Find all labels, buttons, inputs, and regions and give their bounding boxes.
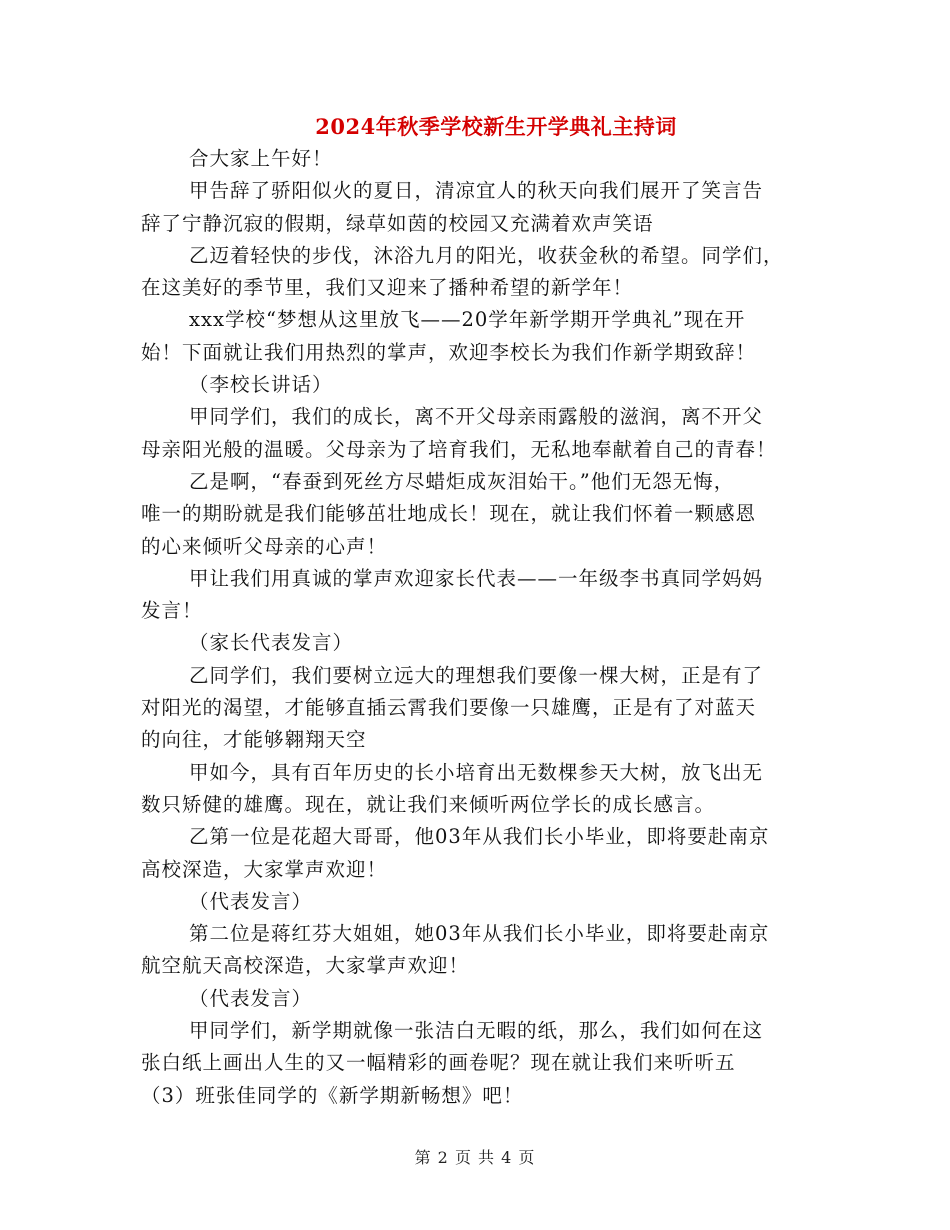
paragraph-line: 发言！: [141, 599, 203, 623]
paragraph-line: 张白纸上画出人生的又一幅精彩的画卷呢？现在就让我们来听听五: [141, 1051, 736, 1075]
paragraph-line: （3）班张佳同学的《新学期新畅想》吧！: [141, 1083, 524, 1107]
paragraph-line: 合大家上午好！: [189, 147, 333, 170]
paragraph-line: （李校长讲话）: [189, 373, 333, 397]
paragraph-line: 甲同学们，我们的成长，离不开父母亲雨露般的滋润，离不开父: [189, 405, 764, 429]
paragraph-line: 高校深造，大家掌声欢迎！: [141, 857, 388, 881]
paragraph-line: 甲如今，具有百年历史的长小培育出无数棵参天大树，放飞出无: [189, 760, 764, 784]
paragraph-line: 始！下面就让我们用热烈的掌声，欢迎李校长为我们作新学期致辞！: [141, 340, 757, 364]
paragraph-line: 数只矫健的雄鹰。现在，就让我们来倾听两位学长的成长感言。: [141, 792, 716, 816]
paragraph-line: 唯一的期盼就是我们能够茁壮地成长！现在，就让我们怀着一颗感恩: [141, 502, 757, 526]
paragraph-line: 辞了宁静沉寂的假期，绿草如茵的校园又充满着欢声笑语: [141, 211, 654, 235]
paragraph-line: 甲告辞了骄阳似火的夏日，清凉宜人的秋天向我们展开了笑言告: [189, 179, 764, 203]
page-number-footer: 第 2 页 共 4 页: [414, 1148, 536, 1167]
paragraph-line: 在这美好的季节里，我们又迎来了播种希望的新学年！: [141, 276, 634, 300]
paragraph-line: 乙是啊，“春蚕到死丝方尽蜡炬成灰泪始干。”他们无怨无悔，: [189, 469, 735, 493]
paragraph-line: 第二位是蒋红芬大姐姐，她03年从我们长小毕业，即将要赴南京: [189, 922, 770, 946]
paragraph-line: 航空航天高校深造，大家掌声欢迎！: [141, 954, 470, 978]
document-title: 2024年秋季学校新生开学典礼主持词: [315, 114, 677, 139]
paragraph-line: 的向往，才能够翱翔天空: [141, 728, 367, 752]
paragraph-line: 母亲阳光般的温暖。父母亲为了培育我们，无私地奉献着自己的青春！: [141, 437, 777, 461]
paragraph-line: （代表发言）: [189, 889, 313, 913]
paragraph-line: （家长代表发言）: [189, 631, 354, 655]
paragraph-line: 的心来倾听父母亲的心声！: [141, 534, 388, 558]
paragraph-line: xxx学校“梦想从这里放飞——20学年新学期开学典礼”现在开: [189, 308, 746, 332]
paragraph-line: 对阳光的渴望，才能够直插云霄我们要像一只雄鹰，正是有了对蓝天: [141, 696, 757, 720]
paragraph-line: （代表发言）: [189, 986, 313, 1010]
paragraph-line: 乙第一位是花超大哥哥，他03年从我们长小毕业，即将要赴南京: [189, 825, 770, 849]
paragraph-line: 甲同学们，新学期就像一张洁白无暇的纸，那么，我们如何在这: [189, 1019, 764, 1043]
paragraph-line: 乙同学们，我们要树立远大的理想我们要像一棵大树，正是有了: [189, 663, 764, 687]
paragraph-line: 乙迈着轻快的步伐，沐浴九月的阳光，收获金秋的希望。同学们，: [189, 243, 784, 267]
paragraph-line: 甲让我们用真诚的掌声欢迎家长代表——一年级李书真同学妈妈: [189, 566, 764, 590]
document-body: [141, 143, 811, 1112]
